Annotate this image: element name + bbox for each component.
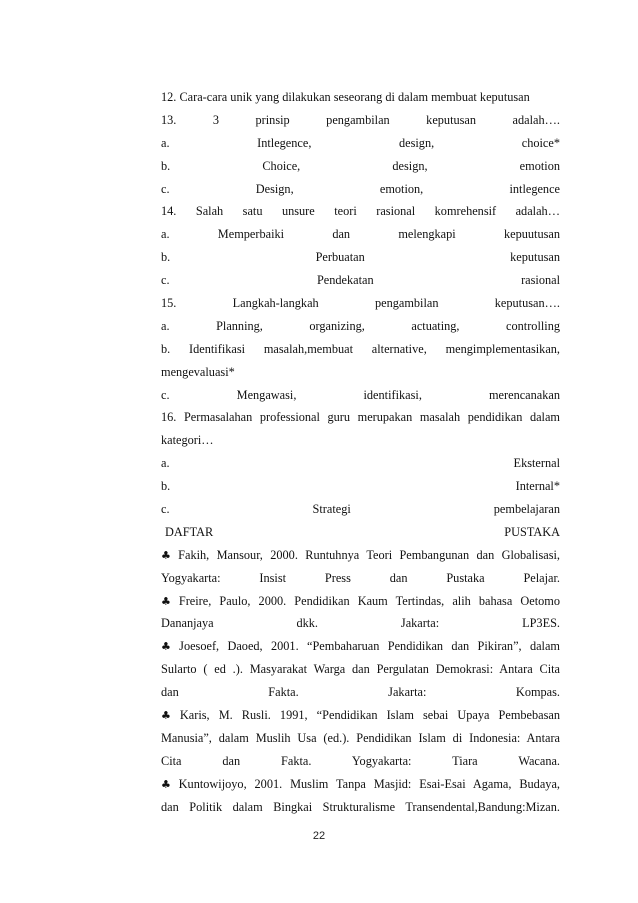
question-13-line: 13. 3 prinsip pengambilan keputusan adalah…. (161, 112, 560, 127)
option-14b: b. Perbuatan keputusan (161, 250, 560, 265)
bibliography-heading: DAFTAR PUSTAKA (165, 524, 560, 539)
question-16-line-2: kategori… (161, 433, 214, 448)
option-13a: a. Intlegence, design, choice* (161, 135, 560, 150)
option-14c: c. Pendekatan rasional (161, 273, 560, 288)
page-number: 22 (312, 830, 326, 842)
option-15b-line-1: b. Identifikasi masalah,membuat alternative, mengimplementasikan, (161, 341, 560, 356)
reference-kuntowijoyo-line-1: ♣ Kuntowijoyo, 2001. Muslim Tanpa Masjid: Esai-Esai Agama, Budaya, (161, 776, 560, 791)
reference-fakih-line-1: ♣ Fakih, Mansour, 2000. Runtuhnya Teori Pembangunan dan Globalisasi, (161, 547, 560, 562)
option-13b: b. Choice, design, emotion (161, 158, 560, 173)
option-15a: a. Planning, organizing, actuating, controlling (161, 318, 560, 333)
club-bullet-icon: ♣ (161, 709, 177, 723)
option-16c: c. Strategi pembelajaran (161, 502, 560, 517)
option-16b: b. Internal* (161, 479, 560, 494)
club-bullet-icon: ♣ (161, 640, 177, 654)
reference-joesoef-line-2: Sularto ( ed .). Masyarakat Warga dan Pergulatan Demokrasi: Antara Cita (161, 662, 560, 677)
reference-freire-line-1: ♣ Freire, Paulo, 2000. Pendidikan Kaum Tertindas, alih bahasa Oetomo (161, 593, 560, 608)
question-12-line: 12. Cara-cara unik yang dilakukan seseorang di dalam membuat keputusan (161, 90, 530, 104)
question-14-line: 14. Salah satu unsure teori rasional komrehensif adalah… (161, 204, 560, 219)
question-16-line-1: 16. Permasalahan professional guru merupakan masalah pendidikan dalam (161, 410, 560, 425)
reference-kuntowijoyo-line-2: dan Politik dalam Bingkai Strukturalisme Transendental,Bandung:Mizan. (161, 799, 560, 814)
reference-joesoef-line-1: ♣ Joesoef, Daoed, 2001. “Pembaharuan Pendidikan dan Pikiran”, dalam (161, 639, 560, 654)
reference-karis-line-2: Manusia”, dalam Muslih Usa (ed.). Pendidikan Islam di Indonesia: Antara (161, 730, 560, 745)
page-content (161, 86, 560, 819)
option-14a: a. Memperbaiki dan melengkapi kepuutusan (161, 227, 560, 242)
reference-karis-line-1: ♣ Karis, M. Rusli. 1991, “Pendidikan Islam sebai Upaya Pembebasan (161, 708, 560, 723)
reference-karis-line-3: Cita dan Fakta. Yogyakarta: Tiara Wacana. (161, 753, 560, 768)
option-15c: c. Mengawasi, identifikasi, merencanakan (161, 387, 560, 402)
option-13c: c. Design, emotion, intlegence (161, 181, 560, 196)
club-bullet-icon: ♣ (161, 777, 176, 791)
reference-freire-line-2: Dananjaya dkk. Jakarta: LP3ES. (161, 616, 560, 631)
reference-joesoef-line-3: dan Fakta. Jakarta: Kompas. (161, 685, 560, 700)
option-16a: a. Eksternal (161, 456, 560, 471)
question-15-line: 15. Langkah-langkah pengambilan keputusan…. (161, 296, 560, 311)
reference-fakih-line-2: Yogyakarta: Insist Press dan Pustaka Pelajar. (161, 570, 560, 585)
club-bullet-icon: ♣ (161, 548, 176, 562)
option-15b-line-2: mengevaluasi* (161, 364, 235, 379)
club-bullet-icon: ♣ (161, 594, 176, 608)
